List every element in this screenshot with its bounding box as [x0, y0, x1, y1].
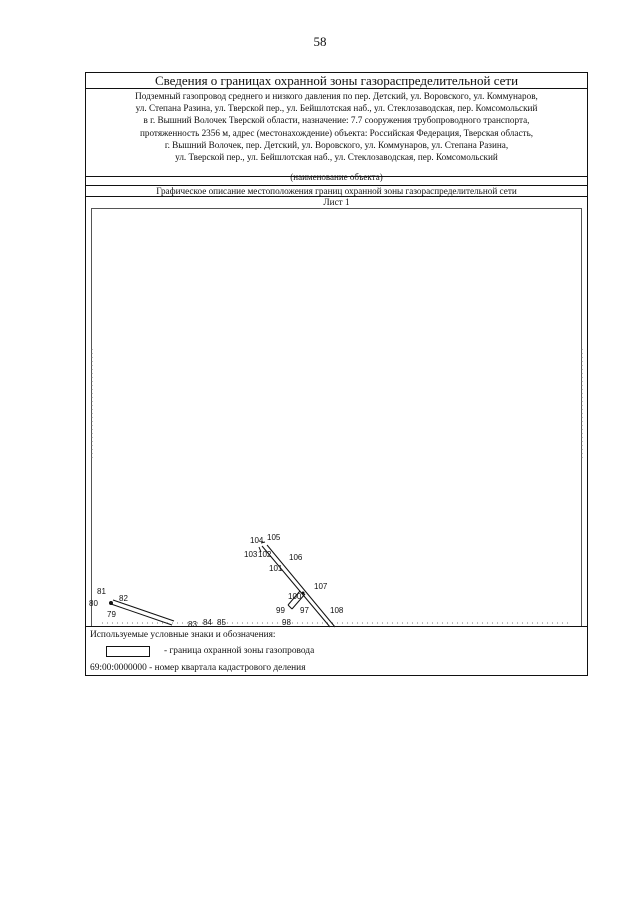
legend-cadastral-text: 69:00:0000000 - номер квартала кадастрового деления [90, 663, 306, 673]
graph-title: Графическое описание местоположения границ охранной зоны газораспределительной сети [86, 186, 587, 197]
point-label: 97 [300, 606, 309, 615]
boundary-drawing [89, 208, 582, 629]
point-label: 101 [269, 564, 283, 573]
point-label: 84 [203, 618, 212, 627]
object-name-caption: (наименование объекта) [290, 172, 383, 182]
boundary-map [89, 209, 583, 629]
boundary-segment [288, 605, 292, 609]
description-line: г. Вышний Волочек, пер. Детский, ул. Воровского, ул. Коммунаров, ул. Степана Разина, [164, 139, 509, 150]
boundary-segment [111, 604, 172, 625]
legend [86, 626, 587, 677]
point-label: 83 [188, 620, 197, 629]
boundary-point [302, 592, 305, 595]
point-label: 98 [282, 618, 291, 627]
boundary-point [109, 601, 113, 605]
description-line: в г. Вышний Волочек Тверской области, назначение: 7.7 сооружения трубопроводного транспорта, [143, 115, 530, 126]
legend-title: Используемые условные знаки и обозначения: [90, 630, 276, 640]
sheet-label: Лист 1 [323, 197, 350, 207]
document-frame [85, 72, 588, 676]
legend-boundary-text: - граница охранной зоны газопровода [164, 646, 315, 656]
boundary-segment [113, 600, 174, 621]
point-label: 81 [97, 587, 106, 596]
page-number: 58 [313, 34, 327, 49]
point-label: 82 [119, 594, 128, 603]
point-label: 99 [276, 606, 285, 615]
point-label: 108 [330, 606, 344, 615]
document-title: Сведения о границах охранной зоны газораспределительной сети [86, 73, 587, 89]
description-line: Подземный газопровод среднего и низкого давления по пер. Детский, ул. Воровского, ул. Коммунаров, [135, 91, 538, 101]
point-label: 100 [288, 592, 302, 601]
point-label: 103 [244, 550, 258, 559]
point-label: 105 [267, 533, 281, 542]
point-label: 107 [314, 582, 328, 591]
description-line: ул. Степана Разина, ул. Тверской пер., ул. Бейшлотская наб., ул. Стеклозаводская, пер. Комсомольский [135, 103, 538, 114]
object-description [86, 89, 587, 177]
point-label: 106 [289, 553, 303, 562]
point-label: 79 [107, 610, 116, 619]
point-label: 102 [258, 550, 272, 559]
boundary-swatch-icon [106, 646, 150, 657]
description-line: ул. Тверской пер., ул. Бейшлотская наб., ул. Стеклозаводская, пер. Комсомольский [175, 152, 498, 163]
point-label: 85 [217, 618, 226, 627]
description-line: протяженность 2356 м, адрес (местонахождение) объекта: Российская Федерация, Тверская область, [139, 127, 534, 138]
point-label: 80 [89, 599, 98, 608]
point-label: 104 [250, 536, 264, 545]
